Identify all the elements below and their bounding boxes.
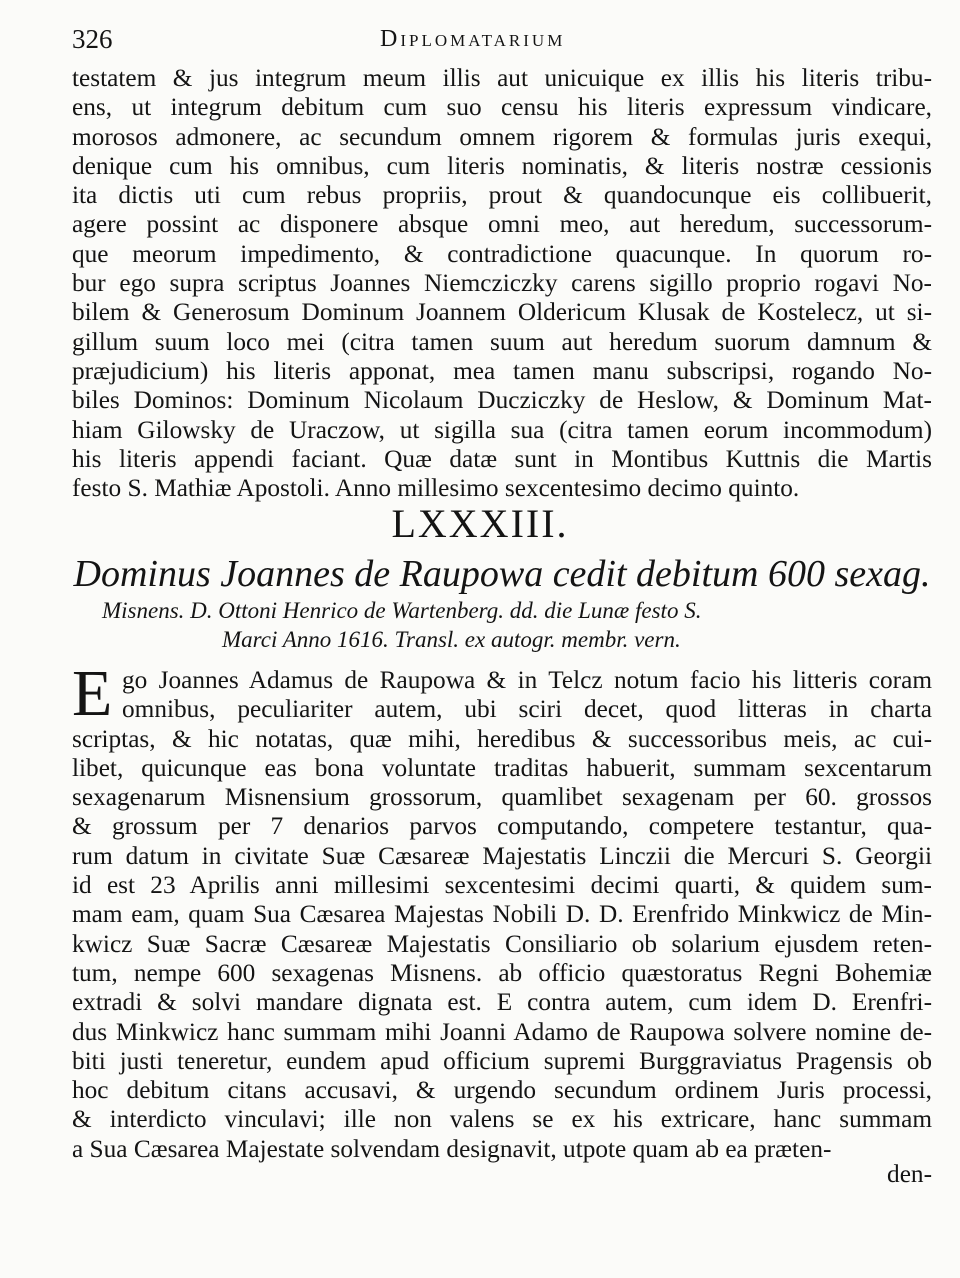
running-head: Diplomatarium — [380, 26, 566, 52]
text-line: ita dictis uti cum rebus propriis, prout & quandocunque eis collibuerit, — [72, 181, 932, 210]
text-line: scriptas, & hic notatas, quæ mihi, heredibus & successoribus meis, ac cui- — [72, 724, 932, 753]
drop-cap-initial: E — [72, 657, 113, 730]
text-line: ens, ut integrum debitum cum suo censu his literis expressum vindicare, — [72, 93, 932, 122]
text-line: libet, quicunque eas bona voluntate traditas habuerit, summam sexcentarum — [72, 753, 932, 782]
text-line: gillum suum loco mei (citra tamen suum aut heredum suorum damnum & — [72, 327, 932, 356]
text-line: omnibus, peculiariter autem, ubi sciri decet, quod litteras in charta — [122, 695, 932, 724]
text-line: festo S. Mathiæ Apostoli. Anno millesimo sexcentesimo decimo quinto. — [72, 474, 800, 503]
section-number: LXXXIII. — [391, 501, 569, 546]
text-line: hiam Gilowsky de Uraczow, ut sigilla sua (citra tamen eorum incommodum) — [72, 415, 932, 444]
section-title-line-1: Dominus Joannes de Raupowa cedit debitum 600 sexag. — [73, 553, 931, 595]
paragraph-continued — [72, 64, 932, 503]
text-line: extradi & solvi mandare dignata est. E contra autem, cum idem D. Erenfri- — [72, 988, 932, 1017]
text-line: bur ego supra scriptus Joannes Niemcziczky carens sigillo proprio rogavi No- — [72, 269, 932, 298]
page-number: 326 — [72, 24, 113, 54]
text-line: denique cum his omnibus, cum literis nominatis, & literis nostræ cessionis — [72, 151, 932, 180]
paragraph-charter — [72, 657, 932, 1164]
text-line: sexagenarum Misnensium grossorum, quamlibet sexagenam per 60. grossos — [72, 783, 932, 812]
text-line: dus Minkwicz hanc summam mihi Joanni Adamo de Raupowa solvere nomine de- — [72, 1017, 932, 1046]
section-title-line-2: Misnens. D. Ottoni Henrico de Wartenberg. dd. die Lunæ festo S. — [102, 598, 702, 623]
text-line: & grossum per 7 denarios parvos computando, competere testantur, qua- — [72, 812, 932, 841]
text-line: mam eam, quam Sua Cæsarea Majestas Nobili D. D. Erenfrido Minkwicz de Min- — [72, 900, 932, 929]
catchword: den- — [887, 1160, 932, 1188]
page-header — [72, 20, 920, 60]
text-line: que meorum impedimento, & contradictione quacunque. In quorum ro- — [72, 239, 932, 268]
text-line: morosos admonere, ac secundum omnem rigorem & formulas juris exequi, — [72, 122, 932, 151]
text-line: testatem & jus integrum meum illis aut unicuique ex illis his literis tribu- — [72, 64, 932, 92]
text-line: id est 23 Aprilis anni millesimi sexcentesimi decimi quarti, & quidem sum- — [72, 871, 932, 900]
text-line: præjudicium) his literis apponat, mea tamen manu subscripsi, rogando No- — [72, 356, 932, 385]
text-line: bilem & Generosum Dominum Joannem Oldericum Klusak de Kostelecz, ut si- — [72, 298, 932, 327]
text-line: agere possint ac disponere absque omni meo, aut heredum, successorum- — [72, 210, 932, 239]
text-line: biti justi teneretur, eundem apud officium supremi Burggraviatus Pragensis ob — [72, 1046, 932, 1075]
text-line: & interdicto vinculavi; ille non valens se ex his extricare, hanc summam — [72, 1105, 932, 1134]
section-title — [72, 552, 932, 654]
text-line: tum, nempe 600 sexagenas Misnens. ab officio quæstoratus Regni Bohemiæ — [72, 958, 932, 987]
text-line: go Joannes Adamus de Raupowa & in Telcz notum facio his litteris coram — [122, 666, 932, 694]
text-line: biles Dominos: Dominum Nicolaum Ducziczky de Heslow, & Dominum Mat- — [72, 386, 932, 415]
text-line: a Sua Cæsarea Majestate solvendam designavit, utpote quam ab ea præten- — [72, 1134, 832, 1163]
text-line: kwicz Suæ Sacræ Cæsareæ Majestatis Consiliario ob solarium ejusdem reten- — [72, 929, 932, 958]
text-line: hoc debitum citans accusavi, & urgendo secundum ordinem Juris processi, — [72, 1076, 932, 1105]
section-title-line-3: Marci Anno 1616. Transl. ex autogr. membr. vern. — [222, 627, 681, 652]
text-line: rum datum in civitate Suæ Cæsareæ Majestatis Linczii die Mercuri S. Georgii — [72, 841, 932, 870]
text-line: his literis appendi faciant. Quæ datæ sunt in Montibus Kuttnis die Martis — [72, 444, 932, 473]
